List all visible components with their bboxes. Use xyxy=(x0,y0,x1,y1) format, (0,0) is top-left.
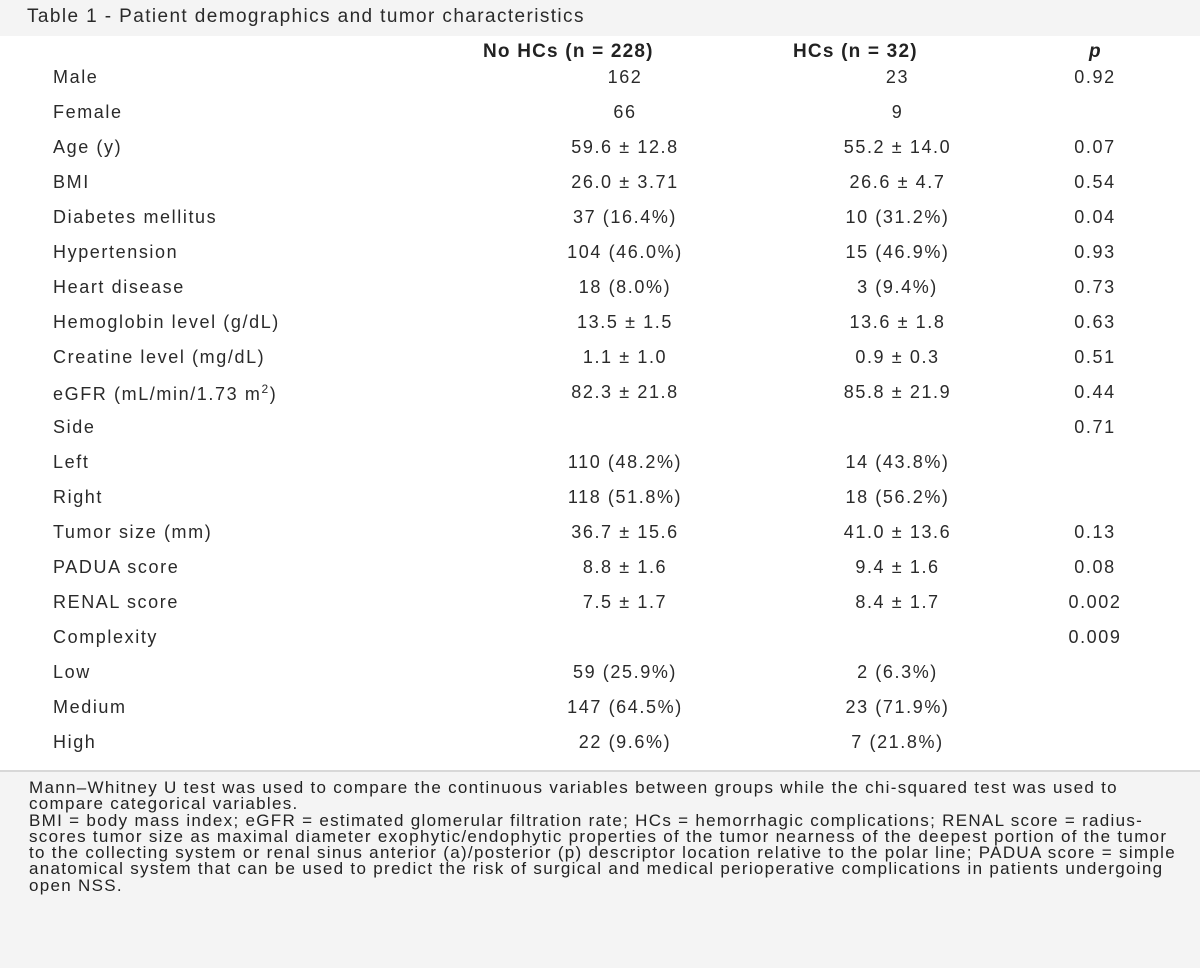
cell-hcs: 9 xyxy=(891,102,904,122)
row-label: Heart disease xyxy=(53,277,185,297)
table-row xyxy=(0,480,1200,515)
table-row xyxy=(0,165,1200,200)
table-row xyxy=(0,445,1200,480)
row-label: PADUA score xyxy=(53,557,180,577)
cell-no-hcs: 22 (9.6%) xyxy=(578,732,672,752)
table-title-bar xyxy=(0,0,1200,36)
table-row xyxy=(0,130,1200,165)
table-footnote xyxy=(29,780,1179,894)
table-row xyxy=(0,95,1200,130)
table-row xyxy=(0,340,1200,375)
column-header-p-value: p xyxy=(1089,41,1102,62)
cell-no-hcs: 147 (64.5%) xyxy=(567,697,683,717)
cell-hcs: 2 (6.3%) xyxy=(857,662,938,682)
cell-hcs: 13.6 ± 1.8 xyxy=(849,312,946,332)
row-label: BMI xyxy=(53,172,90,192)
row-label: Hemoglobin level (g/dL) xyxy=(53,312,280,332)
table-row xyxy=(0,515,1200,550)
row-label: Tumor size (mm) xyxy=(53,522,213,542)
table-row xyxy=(0,725,1200,760)
cell-no-hcs: 18 (8.0%) xyxy=(578,277,672,297)
row-label: RENAL score xyxy=(53,592,179,612)
row-label: Age (y) xyxy=(53,137,123,157)
cell-hcs: 55.2 ± 14.0 xyxy=(843,137,952,157)
cell-p-value: 0.73 xyxy=(1074,277,1116,297)
table-row xyxy=(0,270,1200,305)
cell-no-hcs: 66 xyxy=(613,102,637,122)
cell-no-hcs: 118 (51.8%) xyxy=(567,487,683,507)
cell-no-hcs: 59 (25.9%) xyxy=(572,662,678,682)
cell-p-value: 0.71 xyxy=(1074,417,1116,437)
row-label: High xyxy=(53,732,97,752)
cell-no-hcs: 104 (46.0%) xyxy=(567,242,683,262)
row-label-text: eGFR (mL/min/1.73 m xyxy=(53,384,262,404)
cell-no-hcs: 36.7 ± 15.6 xyxy=(571,522,679,542)
cell-hcs: 8.4 ± 1.7 xyxy=(855,592,940,612)
table-title: Table 1 - Patient demographics and tumor characteristics xyxy=(27,6,585,27)
row-label: Side xyxy=(53,417,96,437)
cell-hcs: 10 (31.2%) xyxy=(845,207,950,227)
row-label: Complexity xyxy=(53,627,159,647)
cell-hcs: 3 (9.4%) xyxy=(857,277,938,297)
cell-p-value: 0.93 xyxy=(1074,242,1116,262)
cell-p-value: 0.54 xyxy=(1074,172,1116,192)
cell-no-hcs: 110 (48.2%) xyxy=(567,452,683,472)
cell-p-value: 0.13 xyxy=(1074,522,1116,542)
cell-hcs: 9.4 ± 1.6 xyxy=(855,557,940,577)
row-label: Right xyxy=(53,487,104,507)
cell-no-hcs: 1.1 ± 1.0 xyxy=(582,347,668,367)
cell-no-hcs: 82.3 ± 21.8 xyxy=(571,382,679,402)
cell-hcs: 0.9 ± 0.3 xyxy=(855,347,940,367)
cell-hcs: 7 (21.8%) xyxy=(851,732,944,752)
cell-p-value: 0.51 xyxy=(1074,347,1116,367)
cell-no-hcs: 26.0 ± 3.71 xyxy=(571,172,679,192)
cell-p-value: 0.07 xyxy=(1074,137,1116,157)
cell-no-hcs: 37 (16.4%) xyxy=(572,207,678,227)
cell-p-value: 0.04 xyxy=(1074,207,1116,227)
row-label: Female xyxy=(53,102,123,122)
cell-no-hcs: 59.6 ± 12.8 xyxy=(571,137,679,157)
cell-no-hcs: 8.8 ± 1.6 xyxy=(582,557,668,577)
cell-hcs: 15 (46.9%) xyxy=(845,242,950,262)
footnote-abbreviations: BMI = body mass index; eGFR = estimated glomerular filtration rate; HCs = hemorrhagic complications; RENAL score = radius-scores tumor size as maximal diameter exophytic/endophytic properties of the tumor nearness of the deepest portion of the tumor to the collecting system or renal sinus anterior (a)/posterior (p) descriptor location relative to the polar line; PADUA score = simple anatomical system that can be used to predict the risk of surgical and medical perioperative complications in patients undergoing open NSS. xyxy=(29,810,1176,895)
table-row xyxy=(0,410,1200,445)
cell-hcs: 41.0 ± 13.6 xyxy=(843,522,952,542)
cell-no-hcs: 13.5 ± 1.5 xyxy=(577,312,673,332)
cell-hcs: 23 xyxy=(885,67,910,87)
cell-p-value: 0.63 xyxy=(1074,312,1116,332)
cell-p-value: 0.92 xyxy=(1074,67,1116,87)
row-label-tail: ) xyxy=(269,384,278,404)
cell-hcs: 85.8 ± 21.9 xyxy=(843,382,952,402)
column-header-hcs: HCs (n = 32) xyxy=(793,41,918,62)
cell-hcs: 14 (43.8%) xyxy=(845,452,950,472)
cell-p-value: 0.08 xyxy=(1074,557,1116,577)
row-label-superscript: 2 xyxy=(261,382,270,396)
column-header-no-hcs: No HCs (n = 228) xyxy=(483,41,654,62)
row-label: Male xyxy=(53,67,99,87)
cell-no-hcs: 162 xyxy=(607,67,643,87)
row-label: Left xyxy=(53,452,90,472)
table-row xyxy=(0,620,1200,655)
table-row xyxy=(0,60,1200,95)
cell-hcs: 23 (71.9%) xyxy=(845,697,950,717)
cell-p-value: 0.009 xyxy=(1068,627,1122,647)
row-label: Low xyxy=(53,662,91,682)
cell-p-value: 0.002 xyxy=(1068,592,1122,612)
table-row xyxy=(0,375,1200,410)
cell-hcs: 26.6 ± 4.7 xyxy=(849,172,946,192)
cell-no-hcs: 7.5 ± 1.7 xyxy=(582,592,668,612)
row-label: Hypertension xyxy=(53,242,179,262)
row-label: Creatine level (mg/dL) xyxy=(53,347,266,367)
table-row xyxy=(0,550,1200,585)
cell-hcs: 18 (56.2%) xyxy=(845,487,950,507)
table-row xyxy=(0,305,1200,340)
table-row xyxy=(0,690,1200,725)
table-row xyxy=(0,200,1200,235)
row-label xyxy=(53,382,277,405)
row-label: Medium xyxy=(53,697,127,717)
table-row xyxy=(0,655,1200,690)
table-row xyxy=(0,585,1200,620)
row-label: Diabetes mellitus xyxy=(53,207,218,227)
table-row xyxy=(0,235,1200,270)
footnote-statistics: Mann–Whitney U test was used to compare the continuous variables between groups while the chi-squared test was used to compare categorical variables. xyxy=(29,778,1118,814)
cell-p-value: 0.44 xyxy=(1074,382,1116,402)
